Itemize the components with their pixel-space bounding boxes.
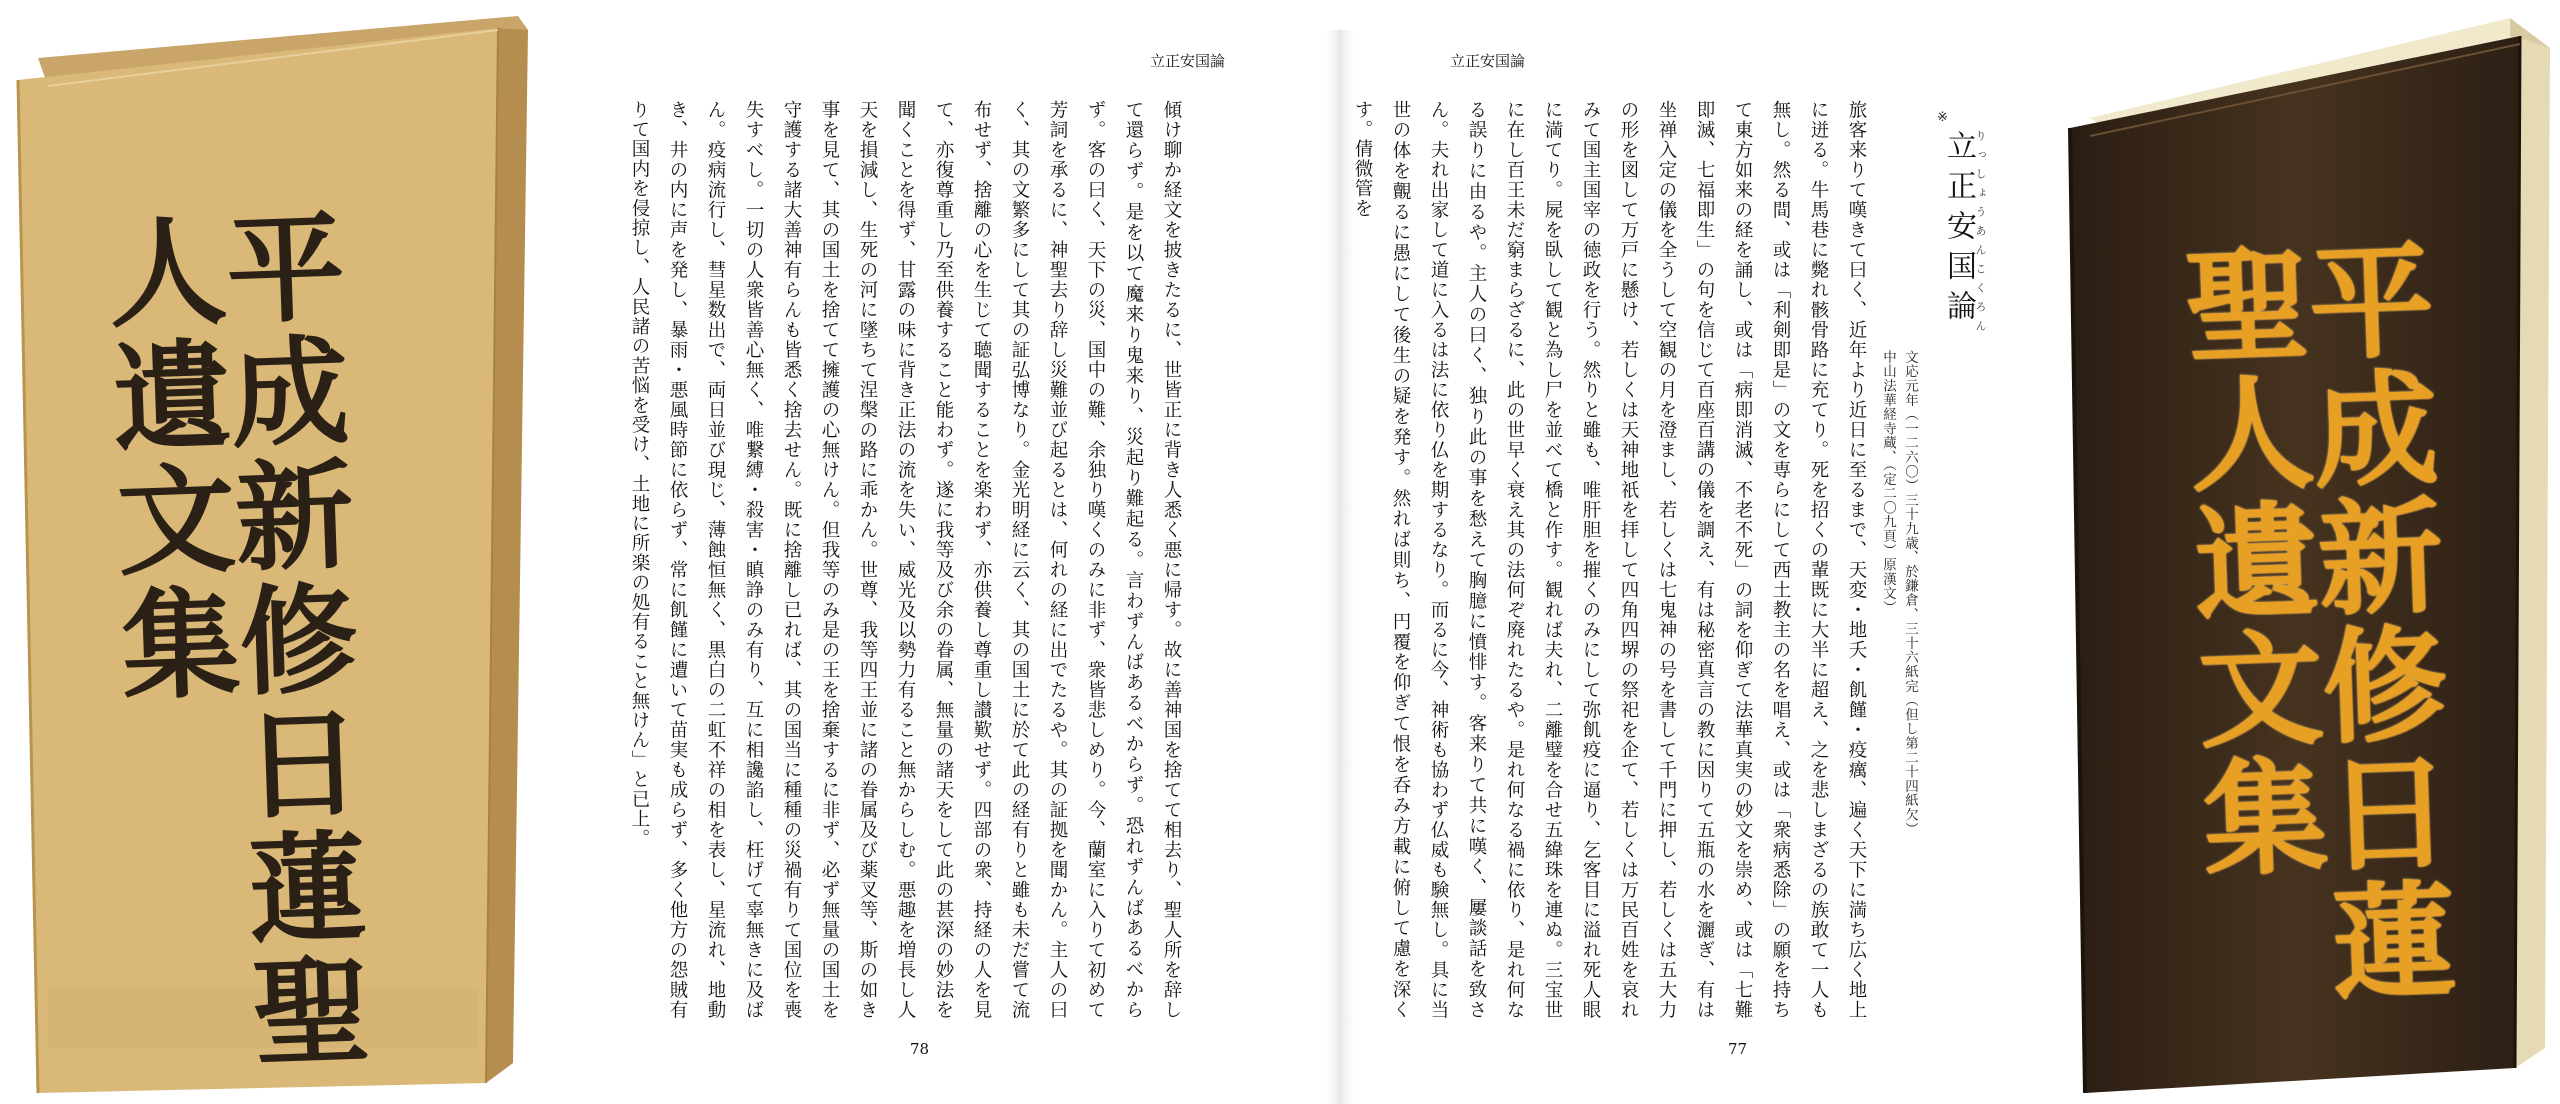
page-left — [600, 30, 1340, 1104]
page-right — [1340, 30, 2080, 1104]
page-number-right: 77 — [1728, 1040, 1748, 1058]
bound-volume — [2050, 8, 2555, 1098]
body-text-right: 旅客来りて嘆きて曰く、近年より近日に至るまで、天変・地夭・飢饉・疫癘、遍く天下に満ち広く地上に迸る。牛馬巷に斃れ骸骨路に充てり。死を招くの輩既に大半に超え、之を悲しまざるの族敢て一人も無し。然る間、或は「利剣即是」の文を専らにして西土教主の名を唱え、或は「衆病悉除」の願を持ちて東方如来の経を誦し、或は「病即消滅、不老不死」の詞を仰ぎて法華真実の妙文を崇め、或は「七難即滅、七福即生」の句を信じて百座百講の儀を調え、有は秘密真言の教に因りて五瓶の水を灑ぎ、有は坐禅入定の儀を全うして空観の月を澄まし、若しくは七鬼神の号を書して千門に押し、若しくは五大力の形を図して万戸に懸け、若しくは天神地祇を拝して四角四堺の祭祀を企て、若しくは万民百姓を哀れみて国主国宰の徳政を行う。然りと雖も、唯肝胆を摧くのみにして弥飢疫に逼り、乞客目に溢れ死人眼に満てり。屍を臥して観と為し尸を並べて橋と作す。観れば夫れ、二離璧を合せ五緯珠を連ぬ。三宝世に在し百王未だ窮まらざるに、此の世早く衰え其の法何ぞ廃れたるや。是れ何なる禍に依り、是れ何なる誤りに由るや。主人の曰く、独り此の事を愁えて胸臆に憤悱す。客来りて共に嘆く、屢談話を致さん。夫れ出家して道に入るは法に依り仏を期するなり。而るに今、神術も協わず仏威も験無し。具に当世の体を覿るに愚にして後生の疑を発す。然れば則ち、円覆を仰ぎて恨を呑み方載に俯して慮を深くす。倩微管を — [1352, 100, 1867, 1020]
slipcase — [8, 8, 528, 1098]
title-reference-mark: ※ — [1935, 110, 1950, 125]
work-meta-line-2: 中山法華経寺蔵、（定二〇九頁）原漢文） — [1880, 350, 1896, 615]
body-text-left: 傾け聊か経文を披きたるに、世皆正に背き人悉く悪に帰す。故に善神国を捨てて相去り、聖人所を辞して還らず。是を以て魔来り鬼来り、災起り難起る。言わずんばあるべからず。恐れずんばあるべからず。客の曰く、天下の災、国中の難、余独り嘆くのみに非ず、衆皆悲しめり。今、蘭室に入りて初めて芳詞を承るに、神聖去り辞し災難並び起るとは、何れの経に出でたるや。其の証拠を聞かん。主人の曰く、其の文繁多にして其の証弘博なり。金光明経に云く、其の国土に於て此の経有りと雖も未だ嘗て流布せず、捨離の心を生じて聴聞することを楽わず、亦供養し尊重し讃歎せず。四部の衆、持経の人を見て、亦復尊重し乃至供養すること能わず。遂に我等及び余の眷属、無量の諸天をして此の甚深の妙法を聞くことを得ず、甘露の味に背き正法の流を失い、威光及以勢力有ること無からしむ。悪趣を増長し人天を損減し、生死の河に墜ちて涅槃の路に乖かん。世尊、我等四王並に諸の眷属及び薬叉等、斯の如き事を見て、其の国土を捨てて擁護の心無けん。但我等のみ是の王を捨棄するに非ず、必ず無量の国土を守護する諸大善神有らんも皆悉く捨去せん。既に捨離し已れば、其の国当に種種の災禍有りて国位を喪失すべし。一切の人衆皆善心無く、唯繋縛・殺害・瞋諍のみ有り、互に相讒諂し、枉げて辜無きに及ばん。疫病流行し、彗星数出で、両日並び現じ、薄蝕恒無く、黒白の二虹不祥の相を表し、星流れ、地動き、井の内に声を発し、暴雨・悪風時節に依らず、常に飢饉に遭いて苗実も成らず、多く他方の怨賊有りて国内を侵掠し、人民諸の苦悩を受け、土地に所楽の処有ること無けん」と已上。 — [629, 100, 1182, 1020]
volume-gilt-title: 平成新修日蓮聖人遺文集 — [2162, 234, 2458, 1007]
page-number-left: 78 — [910, 1040, 930, 1058]
work-meta-line-1: 文応元年（一二六〇）三十九歳、於鎌倉、三十六紙完（但し第二十四紙欠） — [1902, 350, 1918, 837]
open-book-spread — [600, 30, 2080, 1104]
title-ruby: りっしょうあんこくろん — [1974, 130, 1987, 339]
running-head-right: 立正安国論 — [1450, 52, 1526, 70]
slipcase-title: 平成新修日蓮聖人遺文集 — [86, 204, 374, 1077]
running-head-left: 立正安国論 — [1150, 52, 1226, 70]
work-title: 立正安国論 — [1941, 130, 1976, 330]
